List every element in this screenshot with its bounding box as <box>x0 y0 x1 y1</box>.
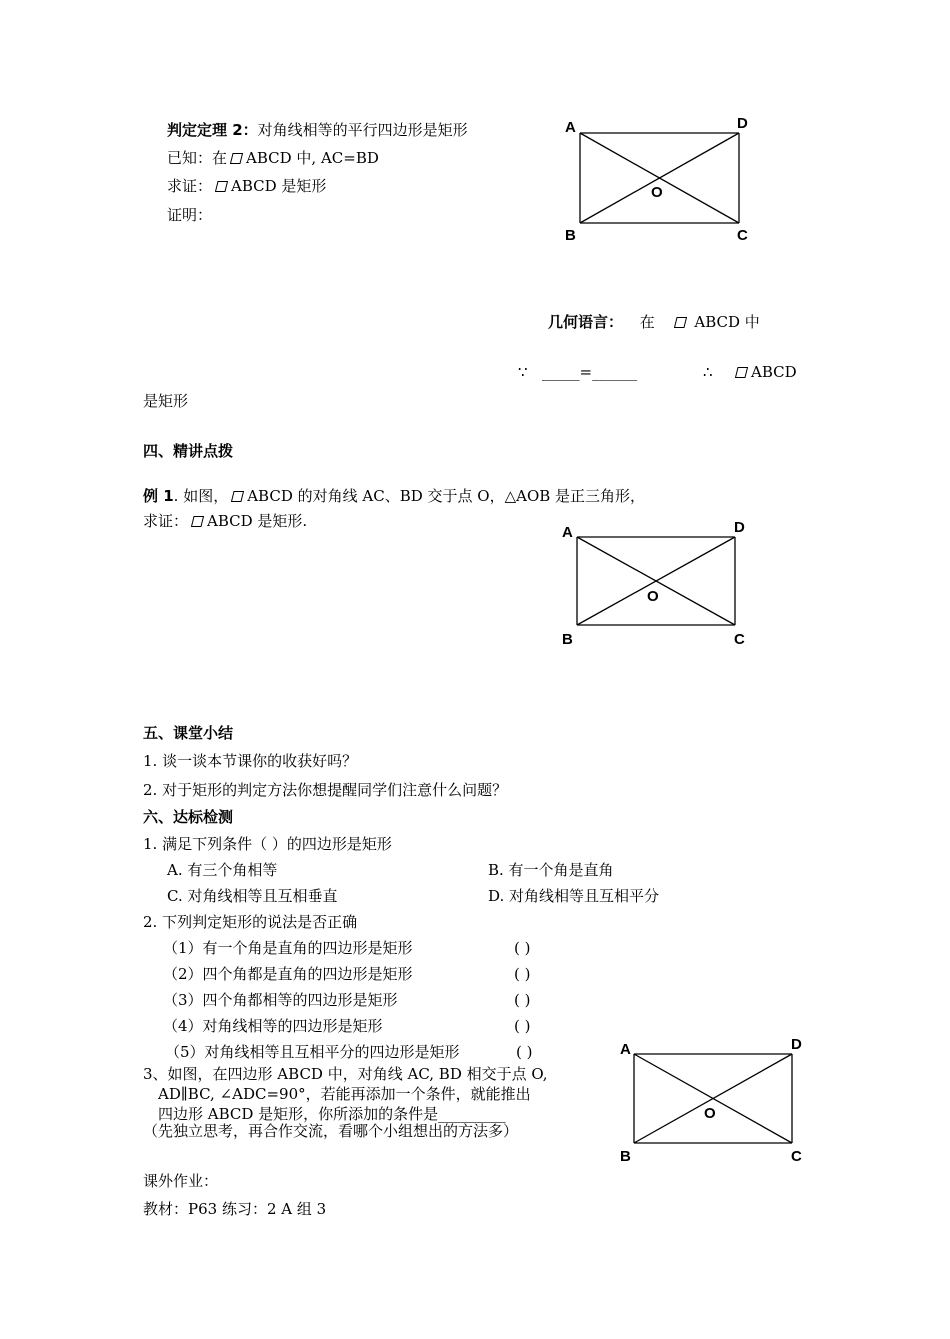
rectangle-figure-2 <box>558 516 758 651</box>
test-q3-line-2: AD∥BC, ∠ADC=90°，若能再添加一个条件，就能推出 <box>158 1085 531 1103</box>
example-label: 例 1 <box>143 487 174 505</box>
judge-item-4: （4）对角线相等的四边形是矩形 <box>163 1017 383 1035</box>
test-q3-line-3: 四边形 ABCD 是矩形，你所添加的条件是_________ <box>158 1105 506 1123</box>
judge-item-3: （3）四个角都相等的四边形是矩形 <box>163 991 398 1009</box>
homework-text: 教材：P63 练习：2 A 组 3 <box>143 1200 327 1218</box>
summary-q1: 1. 谈一谈本节课你的收获好吗？ <box>143 752 358 770</box>
parallelogram-icon <box>735 364 748 375</box>
example-1-line-2 <box>143 512 307 530</box>
theorem-2-line <box>167 121 468 139</box>
blank-left: _____ <box>542 363 580 381</box>
judge-item-5: （5）对角线相等且互相平分的四边形是矩形 <box>165 1043 460 1061</box>
parallelogram-icon <box>230 150 243 161</box>
judge-item-1: （1）有一个角是直角的四边形是矩形 <box>163 939 413 957</box>
vertex-c: C <box>737 227 748 244</box>
prove-prefix: 求证： <box>167 177 213 195</box>
section-6-heading: 六、达标检测 <box>143 808 234 826</box>
theorem-2-title: 判定定理 2： <box>167 121 258 139</box>
example-prove-rest: ABCD 是矩形. <box>207 512 308 530</box>
rectangle-figure-1 <box>560 112 760 247</box>
vertex-d: D <box>737 115 748 132</box>
given-rest: ABCD 中, AC=BD <box>246 149 379 167</box>
geo-language-label: 几何语言： <box>548 313 624 331</box>
vertex-a: A <box>562 524 573 541</box>
section-4-heading: 四、精讲点拨 <box>143 442 234 460</box>
test-q3-line-1: 3、如图，在四边形 ABCD 中，对角线 AC, BD 相交于点 O, <box>143 1065 548 1083</box>
vertex-a: A <box>620 1041 631 1058</box>
prove-rest: ABCD 是矩形 <box>231 177 327 195</box>
judge-paren-2: ( ) <box>514 965 531 983</box>
vertex-b: B <box>565 227 576 244</box>
geo-in: 在 <box>639 313 655 331</box>
test-q1: 1. 满足下列条件（ ）的四边形是矩形 <box>143 835 392 853</box>
geo-language-line <box>548 313 760 331</box>
judge-paren-5: ( ) <box>516 1043 533 1061</box>
blank-right: ______ <box>592 363 638 381</box>
test-q2: 2. 下列判定矩形的说法是否正确 <box>143 913 358 931</box>
judge-paren-3: ( ) <box>514 991 531 1009</box>
given-prefix: 已知：在 <box>167 149 228 167</box>
parallelogram-icon <box>674 314 687 325</box>
vertex-a: A <box>565 119 576 136</box>
parallelogram-icon <box>215 178 228 189</box>
example-1-line-1 <box>143 487 645 505</box>
example-prove-prefix: 求证： <box>143 512 189 530</box>
geo-equation <box>542 363 637 381</box>
proof-label: 证明： <box>167 206 213 224</box>
geo-abcd-in: ABCD 中 <box>694 313 760 331</box>
vertex-d: D <box>734 519 745 536</box>
judge-item-2: （2）四个角都是直角的四边形是矩形 <box>163 965 413 983</box>
therefore-symbol: ∴ <box>703 363 713 381</box>
vertex-d: D <box>791 1036 802 1053</box>
prove-line <box>167 177 326 195</box>
geo-conclusion <box>732 363 797 381</box>
equals-sign: = <box>579 363 593 381</box>
geo-is-rectangle: 是矩形 <box>143 392 189 410</box>
geo-abcd: ABCD <box>751 363 797 381</box>
rectangle-figure-3 <box>616 1033 816 1168</box>
test-q3-line-4: （先独立思考，再合作交流，看哪个小组想出的方法多） <box>143 1122 519 1140</box>
example-intro: . 如图， <box>173 487 229 505</box>
theorem-2-statement: 对角线相等的平行四边形是矩形 <box>257 121 468 139</box>
vertex-b: B <box>620 1148 631 1165</box>
judge-paren-1: ( ) <box>514 939 531 957</box>
because-symbol: ∵ <box>518 363 528 381</box>
given-line <box>167 149 379 167</box>
option-c: C. 对角线相等且互相垂直 <box>167 887 338 905</box>
parallelogram-icon <box>231 488 244 499</box>
summary-q2: 2. 对于矩形的判定方法你想提醒同学们注意什么问题？ <box>143 781 508 799</box>
parallelogram-icon <box>191 513 204 524</box>
vertex-c: C <box>734 631 745 648</box>
option-b: B. 有一个角是直角 <box>488 861 614 879</box>
section-5-heading: 五、课堂小结 <box>143 724 234 742</box>
judge-paren-4: ( ) <box>514 1017 531 1035</box>
option-d: D. 对角线相等且互相平分 <box>488 887 660 905</box>
example-condition: ABCD 的对角线 AC、BD 交于点 O，△AOB 是正三角形， <box>247 487 646 505</box>
homework-label: 课外作业： <box>143 1172 219 1190</box>
option-a: A. 有三个角相等 <box>167 861 278 879</box>
vertex-c: C <box>791 1148 802 1165</box>
center-o: O <box>704 1105 716 1122</box>
vertex-b: B <box>562 631 573 648</box>
center-o: O <box>647 588 659 605</box>
center-o: O <box>651 184 663 201</box>
